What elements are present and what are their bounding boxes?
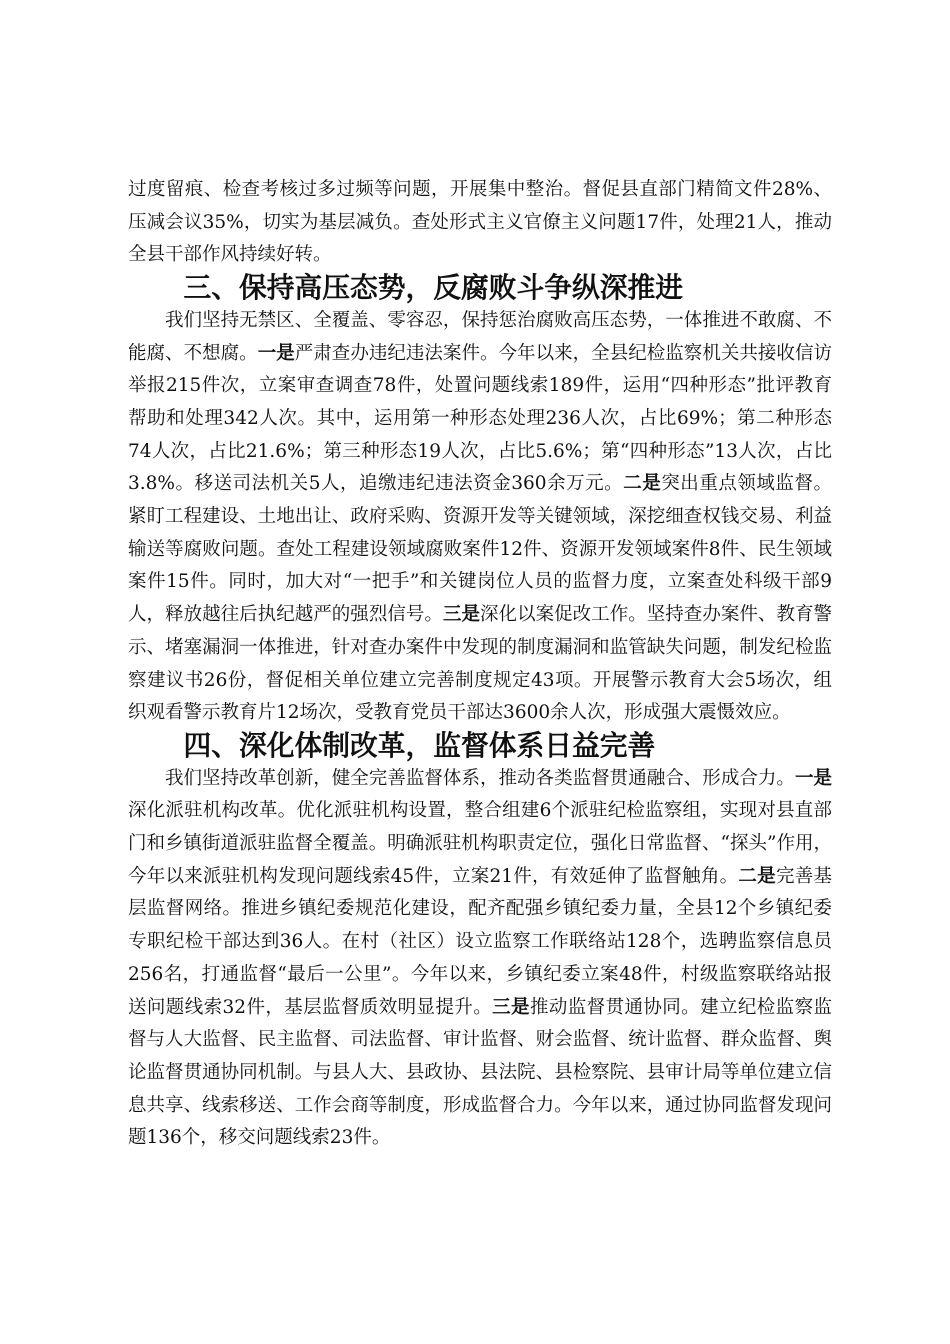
section-3-point-2-text: 突出重点领域监督。紧盯工程建设、土地出让、政府采购、资源开发等关键领域，深挖细查权钱交易、利益输送等腐败问题。查处工程建设领域腐败案件12件、资源开发领域案件8件、民生领域案件15件。同时，加大对“一把手”和关键岗位人员的监督力度，立案查处科级干部9人，释放越往后执纪越严的强烈信号。	[128, 473, 832, 626]
section-3-point-1-text: 严肃查办违纪违法案件。今年以来，全县纪检监察机关共接收信访举报215件次，立案审查调查78件，处置问题线索189件，运用“四种形态”批评教育帮助和处理342人次。其中，运用第一种形态处理236人次，占比69%；第二种形态74人次，占比21.6%；第三种形态19人次，占比5.6%；第“四种形态”13人次，占比3.8%。移送司法机关5人，追缴违纪违法资金360余万元。	[128, 342, 832, 495]
section-4-lead: 我们坚持改革创新，健全完善监督体系，推动各类监督贯通融合、形成合力。	[165, 767, 795, 789]
section-3-lead: 我们坚持无禁区、全覆盖、零容忍，保持惩治腐败高压态势，一体推进不敢腐、不能腐、不想腐。	[128, 309, 832, 364]
section-3-point-3-text: 深化以案促改工作。坚持查办案件、教育警示、堵塞漏洞一体推进，针对查办案件中发现的制度漏洞和监管缺失问题，制发纪检监察建议书26份，督促相关单位建立完善制度规定43项。开展警示教育大会5场次，组织观看警示教育片12场次，受教育党员干部达3600余人次，形成强大震慑效应。	[128, 604, 832, 724]
section-4-point-3-label: 三是	[492, 996, 530, 1018]
section-4-point-3-text: 推动监督贯通协同。建立纪检监察监督与人大监督、民主监督、司法监督、审计监督、财会监督、统计监督、群众监督、舆论监督贯通协同机制。与县人大、县政协、县法院、县检察院、县审计局等单位建立信息共享、线索移送、工作会商等制度，形成监督合力。今年以来，通过协同监督发现问题136个，移交问题线索23件。	[128, 996, 832, 1149]
section-3-point-3-label: 三是	[442, 604, 481, 626]
section-4-point-2-label: 二是	[738, 865, 776, 887]
section-4-point-1-text: 深化派驻机构改革。优化派驻机构设置，整合组建6个派驻纪检监察组，实现对县直部门和乡镇街道派驻监督全覆盖。明确派驻机构职责定位，强化日常监督、“探头”作用，今年以来派驻机构发现问题线索45件，立案21件，有效延伸了监督触角。	[128, 800, 832, 887]
section-4-heading: 四、深化体制改革，监督体系日益完善	[183, 728, 656, 762]
intro-paragraph: 过度留痕、检查考核过多过频等问题，开展集中整治。督促县直部门精简文件28%、压减会议35%，切实为基层减负。查处形式主义官僚主义问题17件，处理21人，推动全县干部作风持续好转。	[128, 179, 832, 266]
section-3-body	[128, 305, 832, 730]
section-3-point-2-label: 二是	[623, 473, 662, 495]
section-3-heading: 三、保持高压态势，反腐败斗争纵深推进	[183, 271, 684, 305]
section-4-point-2-text: 完善基层监督网络。推进乡镇纪委规范化建设，配齐配强乡镇纪委力量，全县12个乡镇纪委专职纪检干部达到36人。在村（社区）设立监察工作联络站128个，选聘监察信息员256名，打通监督“最后一公里”。今年以来，乡镇纪委立案48件，村级监察联络站报送问题线索32件，基层监督质效明显提升。	[128, 865, 832, 1018]
document-page	[128, 174, 832, 1155]
section-4-body	[128, 763, 832, 1155]
section-4-point-1-label: 一是	[794, 767, 832, 789]
section-3-point-1-label: 一是	[257, 342, 295, 364]
